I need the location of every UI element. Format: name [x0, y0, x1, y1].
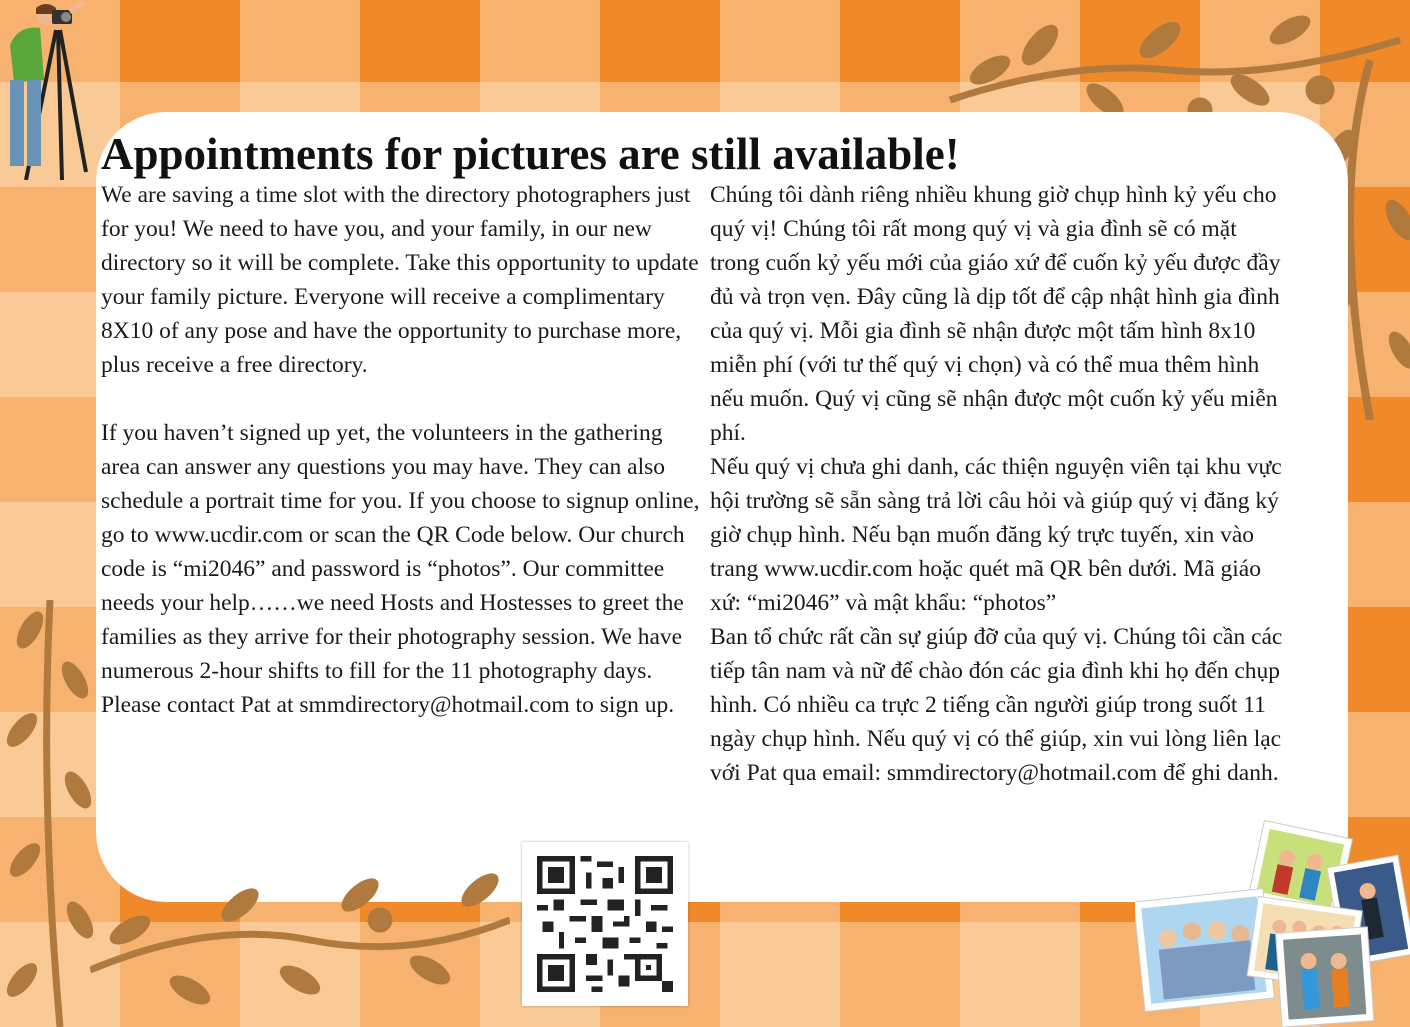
english-paragraph: Please contact Pat at smmdirectory@hotmail.com to sign up. [101, 692, 675, 718]
english-paragraph: We are saving a time slot with the directory photographers just for you! We need to have you, and your family, in our new directory so it will be complete. Take this opportunity to update your family picture. Everyone will receive a complimentary 8X10 of any pose and have the opportunity to purchase more, plus receive a free directory. [101, 182, 699, 378]
vine-decoration [90, 860, 510, 1027]
family-photos-illustration [1135, 820, 1410, 1027]
vietnamese-paragraph: Ban tổ chức rất cần sự giúp đỡ của quý vị. Chúng tôi cần các tiếp tân nam và nữ để chào đón các gia đình khi họ đến chụp hình. Có nhiều ca trực 2 tiếng cần người giúp trong suốt 11 ngày chụp hình. Nếu quý vị có thể giúp, xin vui lòng liên lạc với Pat qua email: smmdirectory@hotmail.com để ghi danh. [710, 624, 1283, 786]
vietnamese-paragraph: Nếu quý vị chưa ghi danh, các thiện nguyện viên tại khu vực hội trường sẽ sẵn sàng trả lời câu hỏi và giúp quý vị đăng ký giờ chụp hình. Nếu bạn muốn đăng ký trực tuyến, xin vào trang www.ucdir.com hoặc quét mã QR bên dưới. Mã giáo xứ: “mi2046” và mật khẩu: “photos” [710, 454, 1282, 616]
vietnamese-column [710, 178, 1290, 790]
english-paragraph: If you haven’t signed up yet, the volunteers in the gathering area can answer any questions you may have. They can also schedule a portrait time for you. If you choose to signup online, go to www.ucdir.com or scan the QR Code below. Our church code is “mi2046” and password is “photos”. Our committee needs your help……we need Hosts and Hostesses to greet the families as they arrive for their photography session. We have numerous 2-hour shifts to fill for the 11 photography days. [101, 420, 700, 684]
qr-code[interactable] [522, 842, 688, 1006]
vietnamese-paragraph: Chúng tôi dành riêng nhiều khung giờ chụp hình kỷ yếu cho quý vị! Chúng tôi rất mong quý vị và gia đình sẽ có mặt trong cuốn kỷ yếu mới của giáo xứ để cuốn kỷ yếu được đầy đủ và trọn vẹn. Đây cũng là dịp tốt để cập nhật hình gia đình của quý vị. Mỗi gia đình sẽ nhận được một tấm hình 8x10 miễn phí (với tư thế quý vị chọn) và có thể mua thêm hình nếu muốn. Quý vị cũng sẽ nhận được một cuốn kỷ yếu miễn phí. [710, 182, 1281, 446]
english-column [101, 178, 705, 722]
page-title: Appointments for pictures are still available! [101, 129, 960, 179]
photographer-illustration [0, 0, 95, 180]
